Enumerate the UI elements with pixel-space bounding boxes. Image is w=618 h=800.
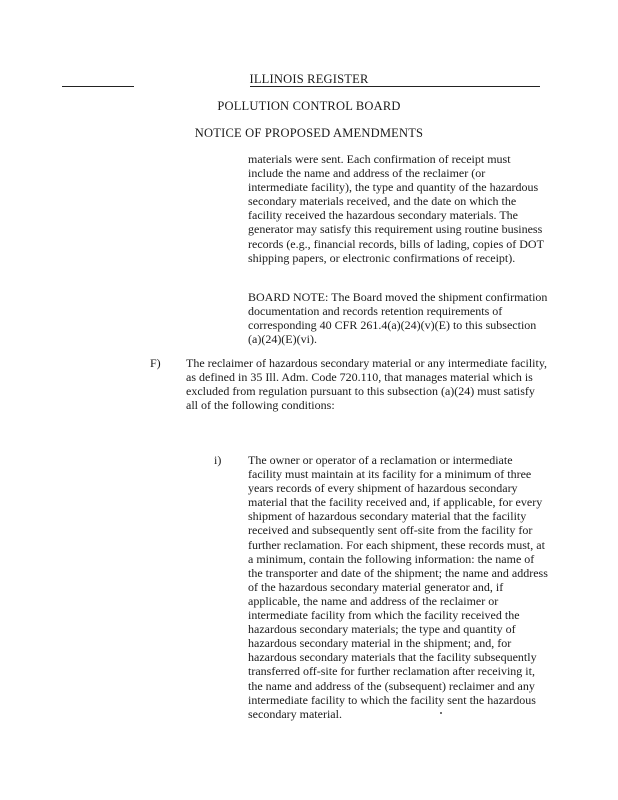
- item-i-label: i): [214, 453, 222, 467]
- board-note: BOARD NOTE: The Board moved the shipment confirmation documentation and records retention requirements of corresponding 40 CFR 261.4(a)(24)(v)(E) to this subsection (a)(24)(E)(vi).: [248, 290, 548, 347]
- item-i-text: The owner or operator of a reclamation or intermediate facility must maintain at its facility for a minimum of three years records of every shipment of hazardous secondary material that the facility received and, if applicable, for every shipment of hazardous secondary material that the facility received and subsequently sent off-site from the facility for further reclamation. For each shipment, these records must, at a minimum, contain the following information: the name of the transporter and date of the shipment; the name and address of the hazardous secondary material generator and, if applicable, the name and address of the reclaimer or intermediate facility from which the facility received the hazardous secondary materials; the type and quantity of hazardous secondary material in the shipment; and, for hazardous secondary materials that the facility subsequently transferred off-site for further reclamation after receiving it, the name and address of the (subsequent) reclaimer and any intermediate facility to which the facility sent the hazardous secondary material.: [248, 453, 548, 721]
- scan-speck: [440, 712, 442, 714]
- register-title: ILLINOIS REGISTER: [249, 72, 369, 86]
- board-name: POLLUTION CONTROL BOARD: [217, 99, 401, 113]
- notice-title: NOTICE OF PROPOSED AMENDMENTS: [194, 126, 424, 140]
- item-f-label: F): [150, 356, 161, 370]
- continued-paragraph: materials were sent. Each confirmation of receipt must include the name and address of the reclaimer (or intermediate facility), the type and quantity of the hazardous secondary materials received, and the date on which the facility received the hazardous secondary materials. The generator may satisfy this requirement using routine business records (e.g., financial records, bills of lading, copies of DOT shipping papers, or electronic confirmations of receipt).: [248, 152, 544, 265]
- item-f-text: The reclaimer of hazardous secondary material or any intermediate facility, as defined in 35 Ill. Adm. Code 720.110, that manages material which is excluded from regulation pursuant to this subsection (a)(24) must satisfy all of the following conditions:: [186, 356, 548, 413]
